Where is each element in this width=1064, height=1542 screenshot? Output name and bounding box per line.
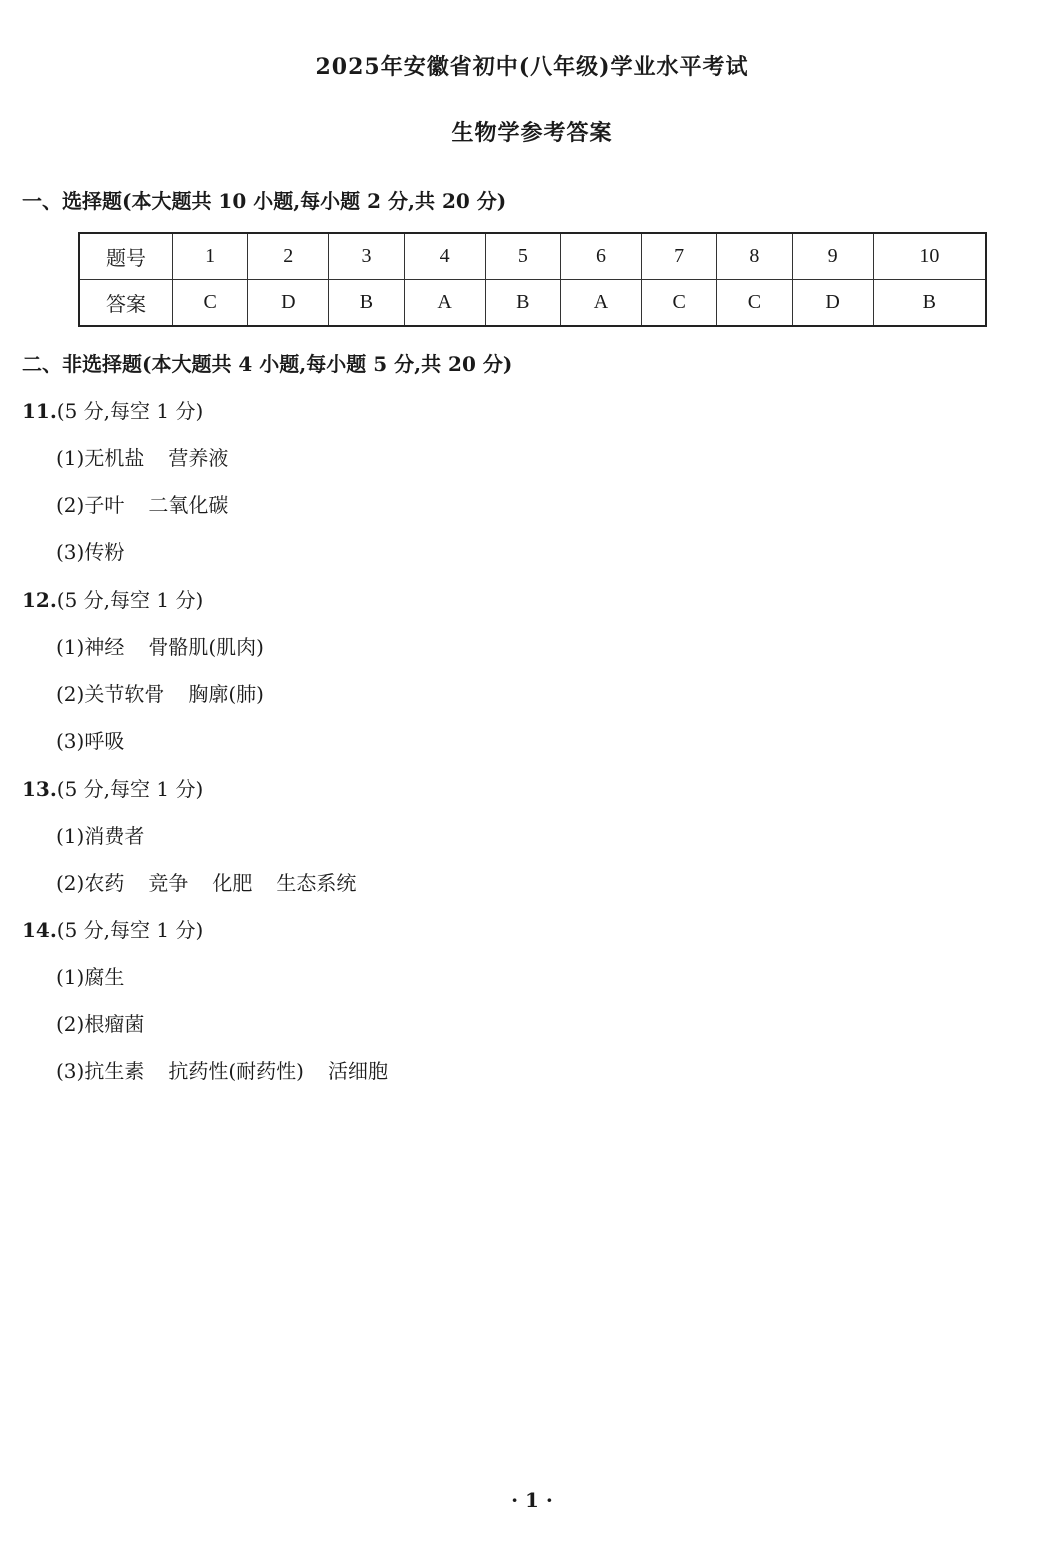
answer-label: (2) (56, 871, 85, 895)
answer-line (56, 631, 264, 660)
table-cell-number: 9 (792, 233, 873, 280)
table-row-label: 题号 (79, 233, 173, 280)
answer-item: 化肥 (212, 871, 253, 895)
answer-item: 传粉 (84, 540, 125, 564)
question-13-header (22, 773, 203, 802)
table-cell-answer: A (560, 280, 641, 327)
section-choice-heading: 一、选择题(本大题共 10 小题,每小题 2 分,共 20 分) (22, 189, 507, 213)
table-cell-answer: C (173, 280, 248, 327)
page-number: · 1 · (511, 1488, 553, 1512)
answer-label: (2) (56, 493, 85, 517)
answer-item: 消费者 (84, 824, 145, 848)
answer-item: 子叶 (84, 493, 125, 517)
question-score: (5 分,每空 1 分) (56, 777, 204, 801)
answer-line (56, 489, 228, 518)
answer-line (56, 536, 124, 565)
answer-line (56, 725, 124, 754)
table-cell-number: 8 (717, 233, 792, 280)
question-score: (5 分,每空 1 分) (56, 918, 204, 942)
table-cell-number: 3 (329, 233, 404, 280)
table-cell-answer: B (485, 280, 560, 327)
answer-line (56, 961, 124, 990)
table-cell-answer: A (404, 280, 485, 327)
table-row-numbers (79, 233, 986, 280)
table-cell-answer: D (792, 280, 873, 327)
answer-label: (3) (56, 540, 85, 564)
answer-label: (2) (56, 1012, 85, 1036)
answer-label: (1) (56, 446, 85, 470)
answer-line (56, 867, 356, 896)
answer-line (56, 820, 144, 849)
table-cell-number: 1 (173, 233, 248, 280)
table-cell-answer: C (717, 280, 792, 327)
answer-line (56, 1055, 388, 1084)
answer-label: (1) (56, 635, 85, 659)
answer-item: 胸廓(肺) (188, 682, 264, 706)
question-11-header (22, 395, 203, 424)
question-number: 12. (22, 588, 57, 612)
page-subtitle: 生物学参考答案 (451, 120, 613, 146)
table-row-answers (79, 280, 986, 327)
answer-item: 无机盐 (84, 446, 145, 470)
answer-label: (1) (56, 824, 85, 848)
answer-item: 抗药性(耐药性) (168, 1059, 304, 1083)
question-14-header (22, 914, 203, 943)
table-cell-number: 10 (873, 233, 986, 280)
question-number: 13. (22, 777, 57, 801)
question-score: (5 分,每空 1 分) (56, 588, 204, 612)
answer-item: 腐生 (84, 965, 125, 989)
answer-line (56, 442, 228, 471)
answer-table (78, 232, 987, 327)
table-cell-number: 7 (642, 233, 717, 280)
table-cell-answer: B (873, 280, 986, 327)
answer-item: 骨骼肌(肌肉) (148, 635, 264, 659)
answer-line (56, 1008, 144, 1037)
answer-item: 关节软骨 (84, 682, 165, 706)
table-cell-answer: D (248, 280, 329, 327)
table-cell-number: 2 (248, 233, 329, 280)
answer-item: 竞争 (148, 871, 189, 895)
answer-item: 活细胞 (327, 1059, 388, 1083)
table-cell-number: 4 (404, 233, 485, 280)
answer-item: 生态系统 (276, 871, 357, 895)
answer-item: 根瘤菌 (84, 1012, 145, 1036)
answer-item: 神经 (84, 635, 125, 659)
answer-label: (3) (56, 729, 85, 753)
answer-label: (2) (56, 682, 85, 706)
answer-line (56, 678, 264, 707)
table-cell-number: 6 (560, 233, 641, 280)
question-number: 14. (22, 918, 57, 942)
question-12-header (22, 584, 203, 613)
page-title: 2025年安徽省初中(八年级)学业水平考试 (315, 54, 749, 80)
answer-label: (3) (56, 1059, 85, 1083)
question-score: (5 分,每空 1 分) (56, 399, 204, 423)
answer-item: 呼吸 (84, 729, 125, 753)
table-cell-answer: B (329, 280, 404, 327)
answer-item: 农药 (84, 871, 125, 895)
table-row-label: 答案 (79, 280, 173, 327)
section-nonchoice-heading: 二、非选择题(本大题共 4 小题,每小题 5 分,共 20 分) (22, 352, 513, 376)
answer-label: (1) (56, 965, 85, 989)
table-cell-answer: C (642, 280, 717, 327)
answer-item: 二氧化碳 (148, 493, 229, 517)
answer-item: 营养液 (168, 446, 229, 470)
answer-item: 抗生素 (84, 1059, 145, 1083)
question-number: 11. (22, 399, 57, 423)
table-cell-number: 5 (485, 233, 560, 280)
